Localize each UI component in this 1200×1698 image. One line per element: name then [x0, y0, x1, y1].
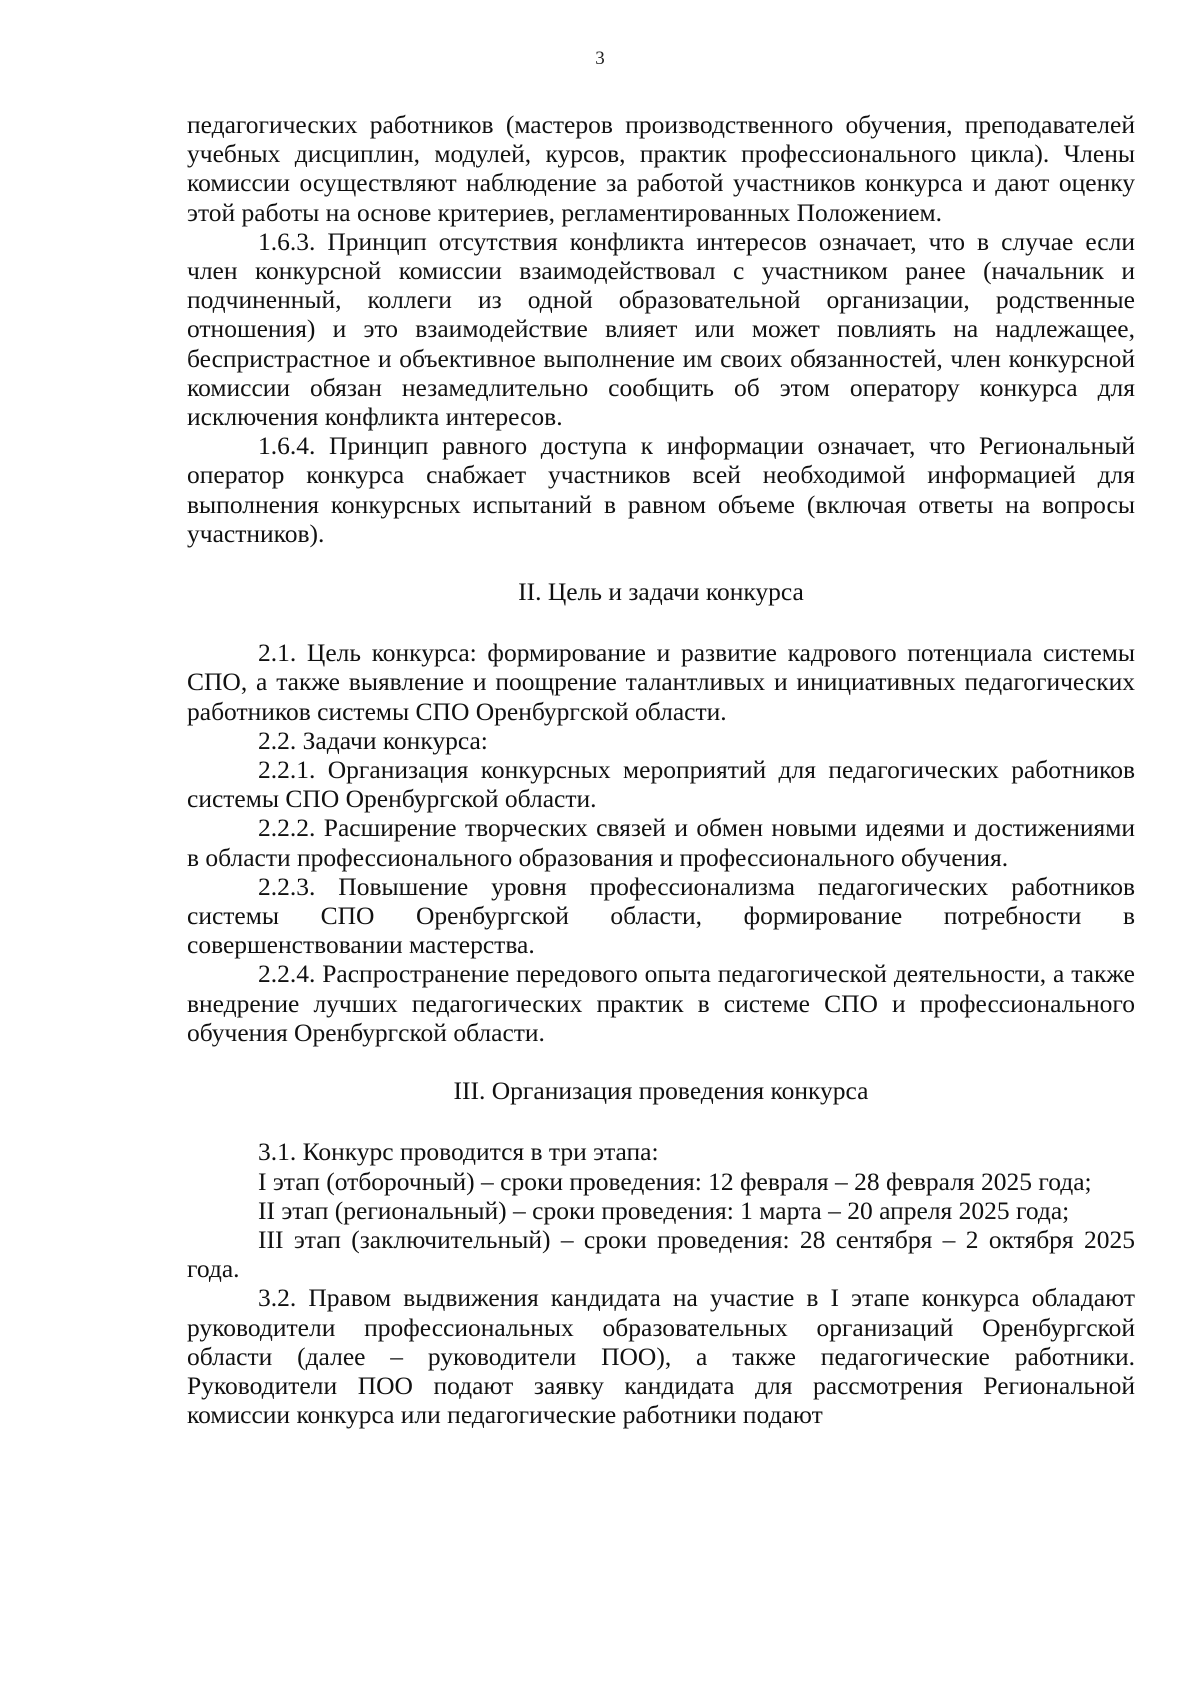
section-heading-2: II. Цель и задачи конкурса [518, 577, 804, 607]
paragraph-2-1: 2.1. Цель конкурса: формирование и развитие кадрового потенциала системы СПО, а также выявление и поощрение талантливых и инициативных педагогических работников системы СПО Оренбургской области. [187, 638, 1135, 726]
paragraph-2-2-2: 2.2.2. Расширение творческих связей и обмен новыми идеями и достижениями в области профессионального образования и профессионального обучения. [187, 813, 1135, 872]
paragraph-2-2: 2.2. Задачи конкурса: [258, 725, 488, 755]
paragraph-1-6-4: 1.6.4. Принцип равного доступа к информации означает, что Региональный оператор конкурса снабжает участников всей необходимой информацией для выполнения конкурсных испытаний в равном объеме (включая ответы на вопросы участников). [187, 431, 1135, 548]
paragraph-stage-2: II этап (региональный) – сроки проведения: 1 марта – 20 апреля 2025 года; [258, 1195, 1070, 1225]
paragraph-3-1: 3.1. Конкурс проводится в три этапа: [258, 1137, 659, 1167]
paragraph-1-6-3: 1.6.3. Принцип отсутствия конфликта интересов означает, что в случае если член конкурсной комиссии взаимодействовал с участником ранее (начальник и подчиненный, коллеги из одной образовательной организации, родственные отношения) и это взаимодействие влияет или может повлиять на надлежащее, беспристрастное и объективное выполнение им своих обязанностей, член конкурсной комиссии обязан незамедлительно сообщить об этом оператору конкурса для исключения конфликта интересов. [187, 226, 1135, 432]
page-number: 3 [595, 48, 605, 69]
paragraph-2-2-1: 2.2.1. Организация конкурсных мероприятий для педагогических работников системы СПО Оренбургской области. [187, 755, 1135, 814]
paragraph-stage-3: III этап (заключительный) – сроки проведения: 28 сентября – 2 октября 2025 года. [187, 1224, 1135, 1284]
paragraph-continuation: педагогических работников (мастеров производственного обучения, преподавателей учебных дисциплин, модулей, курсов, практик профессионального цикла). Члены комиссии осуществляют наблюдение за работой участников конкурса и дают оценку этой работы на основе критериев, регламентированных Положением. [187, 110, 1135, 227]
paragraph-stage-1: I этап (отборочный) – сроки проведения: 12 февраля – 28 февраля 2025 года; [258, 1166, 1092, 1196]
section-heading-3: III. Организация проведения конкурса [453, 1076, 869, 1106]
paragraph-3-2: 3.2. Правом выдвижения кандидата на участие в I этапе конкурса обладают руководители профессиональных образовательных организаций Оренбургской области (далее – руководители ПОО), а также педагогические работники. Руководители ПОО подают заявку кандидата для рассмотрения Региональной комиссии конкурса или педагогические работники подают [187, 1283, 1135, 1430]
document-body [187, 110, 1135, 1429]
paragraph-2-2-4: 2.2.4. Распространение передового опыта педагогической деятельности, а также внедрение лучших педагогических практик в системе СПО и профессионального обучения Оренбургской области. [187, 959, 1135, 1047]
paragraph-2-2-3: 2.2.3. Повышение уровня профессионализма педагогических работников системы СПО Оренбургской области, формирование потребности в совершенствовании мастерства. [187, 871, 1135, 960]
